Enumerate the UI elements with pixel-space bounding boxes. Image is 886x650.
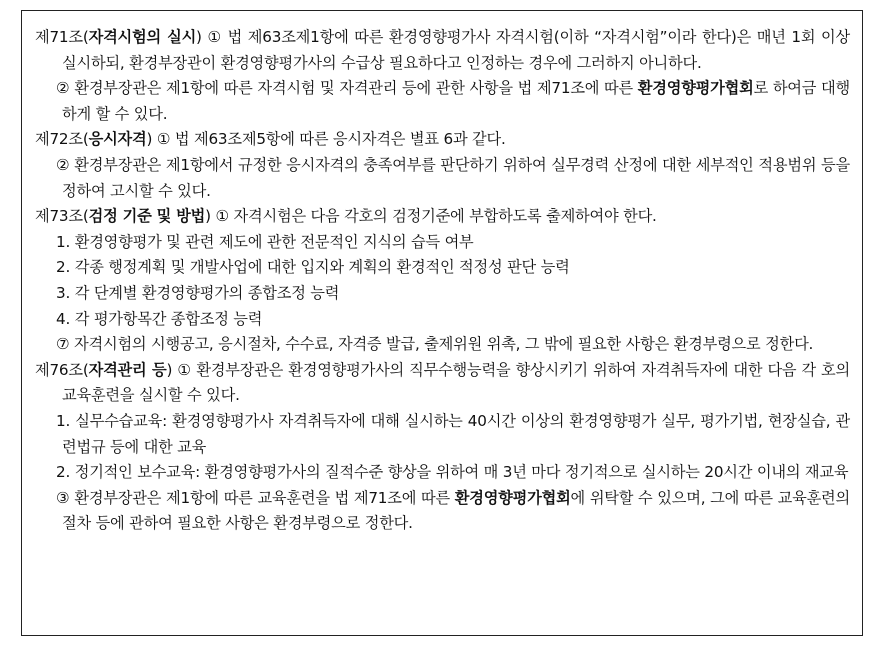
article-71-close: ) — [196, 28, 208, 46]
article-71 — [35, 25, 850, 76]
article-76-para-1: ① 환경부장관은 환경영향평가사의 직무수행능력을 향상시키기 위하여 자격취득자에 대한 다음 각 호의 교육훈련을 실시할 수 있다. — [62, 360, 850, 405]
regulation-text — [35, 25, 850, 537]
document-frame — [21, 10, 863, 636]
list-item: 2. 각종 행정계획 및 개발사업에 대한 입지와 계획의 환경적인 적정성 판단 능력 — [56, 258, 570, 277]
article-71-num: 제71조( — [35, 28, 89, 46]
article-73-close: ) — [205, 207, 216, 226]
article-72-para-1: ① 법 제63조제5항에 따른 응시자격은 별표 6과 같다. — [156, 130, 506, 149]
article-76 — [35, 358, 850, 409]
article-71-para-2-text: ② 환경부장관은 제1항에 따른 자격시험 및 자격관리 등에 관한 사항을 법 제71조에 따른 — [56, 79, 638, 98]
list-item: 1. 환경영향평가 및 관련 제도에 관한 전문적인 지식의 습득 여부 — [56, 232, 474, 251]
article-76-para-3-tail: 에 위탁할 수 있으며, 그에 따른 교육훈련의 절차 등에 관하여 필요한 사항은 환경부령으로 정한다. — [62, 488, 850, 533]
article-72 — [35, 127, 850, 153]
article-76-title: 자격관리 등 — [88, 360, 167, 379]
article-76-close: ) — [166, 360, 178, 379]
article-73-para-7: ⑦ 자격시험의 시행공고, 응시절차, 수수료, 자격증 발급, 출제위원 위촉, 그 밖에 필요한 사항은 환경부령으로 정한다. — [56, 335, 814, 354]
list-item: 4. 각 평가항목간 종합조정 능력 — [56, 309, 263, 328]
article-71-title: 자격시험의 실시 — [88, 28, 197, 46]
article-72-title: 응시자격 — [88, 130, 147, 149]
article-71-para-2 — [35, 76, 850, 127]
list-item: 3. 각 단계별 환경영향평가의 종합조정 능력 — [56, 283, 340, 302]
article-72-para-2: ② 환경부장관은 제1항에서 규정한 응시자격의 충족여부를 판단하기 위하여 실무경력 산정에 대한 세부적인 적용범위 등을 정하여 고시할 수 있다. — [56, 155, 850, 200]
article-76-num: 제76조( — [35, 360, 89, 379]
article-76-para-3 — [35, 486, 850, 537]
association-name: 환경영향평가협회 — [637, 79, 754, 98]
article-71-para-1: ① 법 제63조제1항에 따른 환경영향평가사 자격시험(이하 “자격시험”이라 한다)은 매년 1회 이상 실시하되, 환경부장관이 환경영향평가사의 수급상 필요하다고 인정하는 경우에 그러하지 아니하다. — [62, 28, 850, 72]
article-72-num: 제72조( — [35, 130, 89, 149]
article-73-title: 검정 기준 및 방법 — [88, 207, 206, 226]
article-71-para-2-tail: 로 하여금 대행하게 할 수 있다. — [62, 79, 850, 123]
article-76-para-3-text: ③ 환경부장관은 제1항에 따른 교육훈련을 법 제71조에 따른 — [56, 488, 455, 507]
list-item: 1. 실무수습교육: 환경영향평가사 자격취득자에 대해 실시하는 40시간 이상의 환경영향평가 실무, 평가기법, 현장실습, 관련법규 등에 대한 교육 — [56, 411, 850, 456]
article-73 — [35, 204, 850, 230]
article-73-para-1: ① 자격시험은 다음 각호의 검정기준에 부합하도록 출제하여야 한다. — [215, 207, 657, 226]
article-73-num: 제73조( — [35, 207, 89, 226]
article-72-close: ) — [146, 130, 157, 149]
association-name: 환경영향평가협회 — [454, 488, 571, 507]
list-item: 2. 정기적인 보수교육: 환경영향평가사의 질적수준 향상을 위하여 매 3년 마다 정기적으로 실시하는 20시간 이내의 재교육 — [56, 463, 849, 482]
